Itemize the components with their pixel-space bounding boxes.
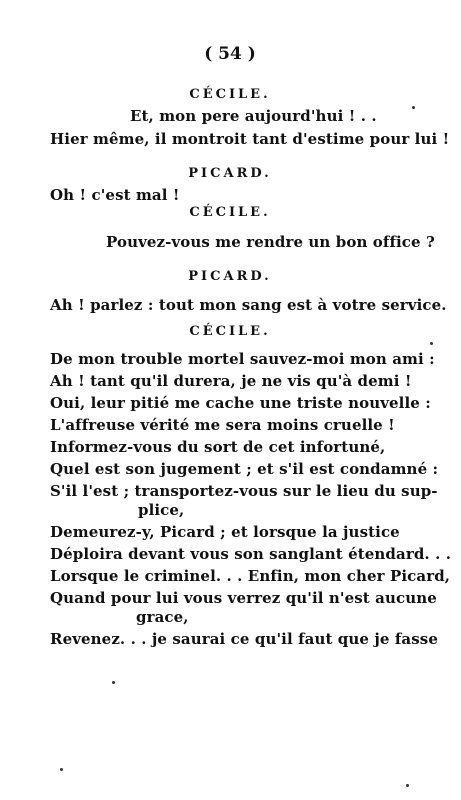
verse-line-8: Oui, leur pitié me cache une triste nouvelle : (50, 394, 431, 412)
speaker-cecile-3: CÉCILE. (189, 324, 271, 339)
verse-line-16: Quand pour lui vous verrez qu'il n'est aucune (50, 589, 437, 607)
verse-line-12: S'il l'est ; transportez-vous sur le lieu du sup- (50, 482, 438, 500)
verse-line-15: Lorsque le criminel. . . Enfin, mon cher Picard, (50, 567, 451, 585)
verse-line-6: De mon trouble mortel sauvez-moi mon ami : (50, 350, 435, 368)
verse-line-5: Ah ! parlez : tout mon sang est à votre service. (50, 296, 447, 314)
speaker-cecile-1: CÉCILE. (189, 87, 271, 102)
verse-line-16-continuation: grace, (136, 608, 189, 626)
verse-line-1: Et, mon pere aujourd'hui ! . . (130, 107, 377, 125)
print-speck (406, 784, 409, 787)
speaker-picard-1: PICARD. (188, 166, 272, 181)
page-number: ( 54 ) (204, 44, 256, 64)
speaker-picard-2: PICARD. (188, 269, 272, 284)
verse-line-12-continuation: plice, (138, 501, 185, 519)
verse-line-3: Oh ! c'est mal ! (50, 186, 180, 204)
print-speck (112, 681, 115, 684)
print-speck (412, 106, 415, 109)
verse-line-11: Quel est son jugement ; et s'il est condamné : (50, 460, 439, 478)
verse-line-17: Revenez. . . je saurai ce qu'il faut que je fasse (50, 630, 438, 648)
verse-line-7: Ah ! tant qu'il durera, je ne vis qu'à demi ! (50, 372, 412, 390)
verse-line-10: Informez-vous du sort de cet infortuné, (50, 438, 386, 456)
verse-line-14: Déploira devant vous son sanglant étendard. . . (50, 545, 452, 563)
print-speck (430, 342, 433, 345)
speaker-cecile-2: CÉCILE. (189, 205, 271, 220)
verse-line-9: L'affreuse vérité me sera moins cruelle ! (50, 416, 395, 434)
print-speck (60, 768, 63, 771)
verse-line-4: Pouvez-vous me rendre un bon office ? (106, 233, 435, 251)
verse-line-13: Demeurez-y, Picard ; et lorsque la justice (50, 523, 400, 541)
verse-line-2: Hier même, il montroit tant d'estime pour lui ! (50, 130, 450, 148)
